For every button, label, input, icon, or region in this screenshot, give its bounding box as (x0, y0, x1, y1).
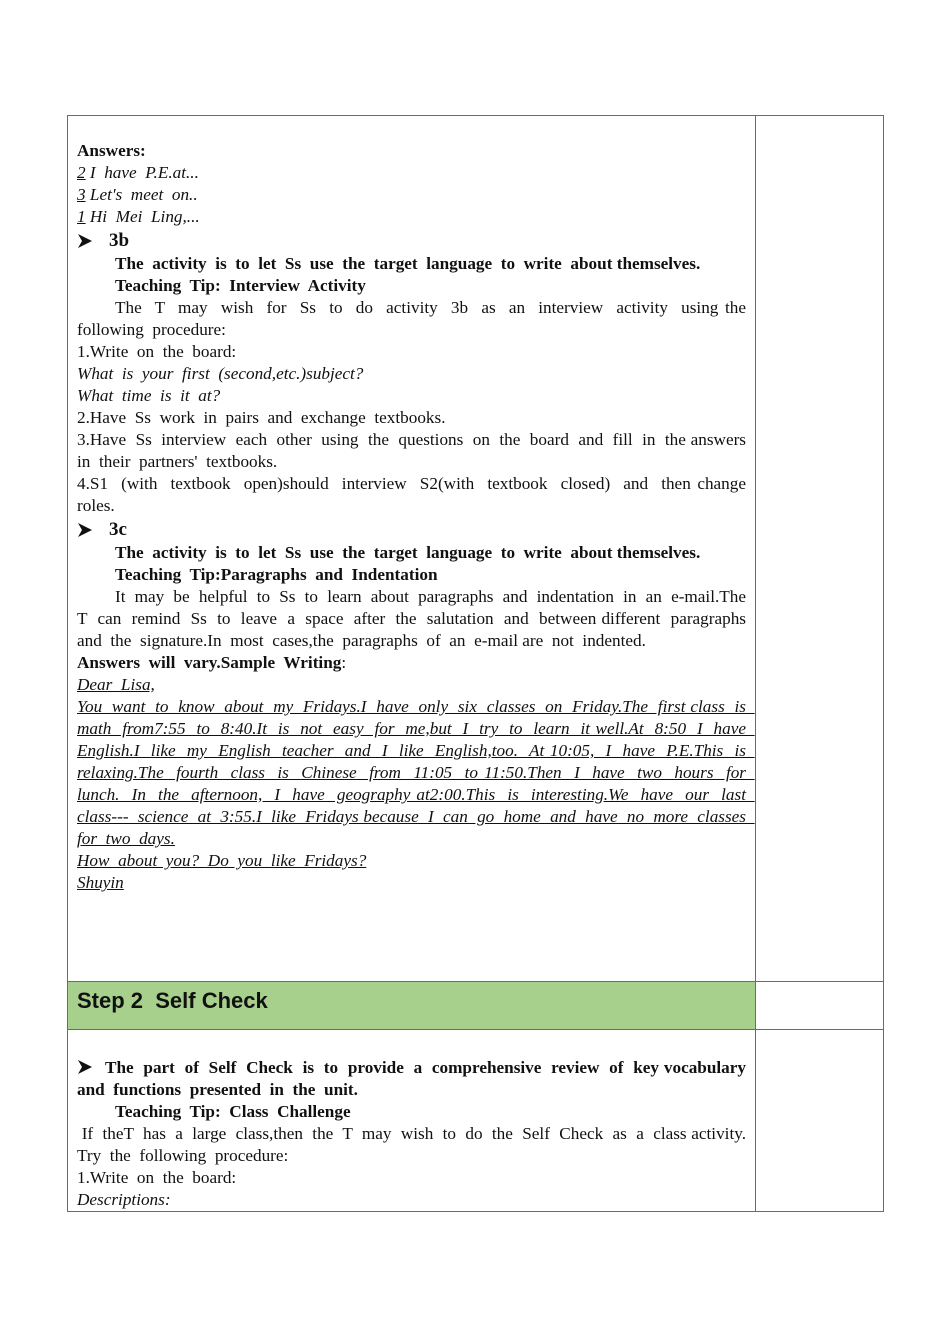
board-question-1: What is your first (second,etc.)subject? (77, 364, 364, 383)
section-3a-3b-3c (68, 116, 755, 904)
answer-item (77, 206, 746, 228)
letter-body: You want to know about my Fridays.I have only six classes on Friday.The first class is math from7:55 to 8:40.It is not easy for me,but I try to learn it well.At 8:50 I have English.I like my English teacher and I like English,too. At 10:05, I have P.E.This is relaxing.The fourth class is Chinese from 11:05 to 11:50.Then I have two hours for lunch. In the afternoon, I have geography at2:00.This is interesting.We have our last class--- science at 3:55.I like Fridays because I can go home and have no more classes for two days. (77, 697, 755, 848)
heading-3b-label: 3b (109, 230, 130, 251)
notes-cell (756, 1030, 884, 1212)
procedure-step-2: 2.Have Ss work in pairs and exchange textbooks. (77, 408, 446, 427)
teaching-tip-title-3c: Teaching Tip:Paragraphs and Indentation (115, 565, 438, 584)
heading-3b (77, 229, 746, 253)
answers-vary-label: Answers will vary.Sample Writing (77, 653, 342, 672)
main-content-cell (68, 1030, 756, 1212)
main-content-cell (68, 116, 756, 982)
answer-text: I have P.E.at... (85, 163, 199, 182)
section-self-check (68, 1030, 755, 1211)
step-header-row (68, 982, 884, 1030)
content-row (68, 1030, 884, 1212)
answers-label: Answers: (77, 141, 146, 160)
answer-number: 3 (77, 185, 86, 204)
arrow-bullet-icon (77, 1059, 93, 1075)
teaching-tip-intro-3b: The T may wish for Ss to do activity 3b as an interview activity using the following procedure: (77, 298, 755, 339)
answers-vary-colon: : (341, 653, 347, 672)
procedure-step-1: 1.Write on the board: (77, 1168, 237, 1187)
notes-cell (756, 116, 884, 982)
procedure-step-4: 4.S1 (with textbook open)should interview S2(with textbook closed) and then change roles. (77, 474, 755, 515)
letter-greeting: Dear Lisa, (77, 675, 155, 694)
answer-number: 1 (77, 207, 86, 226)
answer-text: Hi Mei Ling,... (85, 207, 200, 226)
step-title: Step 2 Self Check (77, 988, 268, 1013)
teaching-tip-title-self-check: Teaching Tip: Class Challenge (115, 1102, 351, 1121)
lesson-plan-table (67, 115, 884, 1212)
answer-text: Let's meet on.. (85, 185, 198, 204)
procedure-step-1: 1.Write on the board: (77, 342, 237, 361)
letter-signature: Shuyin (77, 873, 124, 892)
answer-item (77, 184, 746, 206)
heading-3c-label: 3c (109, 519, 127, 540)
teaching-tip-title-3b: Teaching Tip: Interview Activity (115, 276, 366, 295)
descriptions-label: Descriptions: (77, 1190, 171, 1209)
step-header-cell (68, 982, 756, 1030)
teaching-tip-text-3c: It may be helpful to Ss to learn about paragraphs and indentation in an e-mail.The T can remind Ss to leave a space after the salutation and between different paragraphs and the signature.In most cases,the paragraphs of an e-mail are not indented. (77, 587, 755, 650)
activity-aim-3b: The activity is to let Ss use the target language to write about themselves. (115, 254, 701, 273)
answer-item (77, 162, 746, 184)
self-check-purpose (77, 1057, 755, 1101)
content-row (68, 116, 884, 982)
activity-aim-3c: The activity is to let Ss use the target language to write about themselves. (115, 543, 701, 562)
board-question-2: What time is it at? (77, 386, 221, 405)
procedure-step-3: 3.Have Ss interview each other using the questions on the board and fill in the answers in their partners' textbooks. (77, 430, 755, 471)
self-check-purpose-text: The part of Self Check is to provide a comprehensive review of key vocabulary and functions presented in the unit. (77, 1058, 755, 1099)
answers-vary-line (77, 652, 746, 674)
arrow-bullet-icon (77, 233, 93, 249)
notes-cell (756, 982, 884, 1030)
answer-number: 2 (77, 163, 86, 182)
heading-3c (77, 518, 746, 542)
letter-question: How about you? Do you like Fridays? (77, 851, 367, 870)
arrow-bullet-icon (77, 522, 93, 538)
teaching-tip-text-self-check: If theT has a large class,then the T may wish to do the Self Check as a class activity. Try the following procedure: (77, 1124, 755, 1165)
